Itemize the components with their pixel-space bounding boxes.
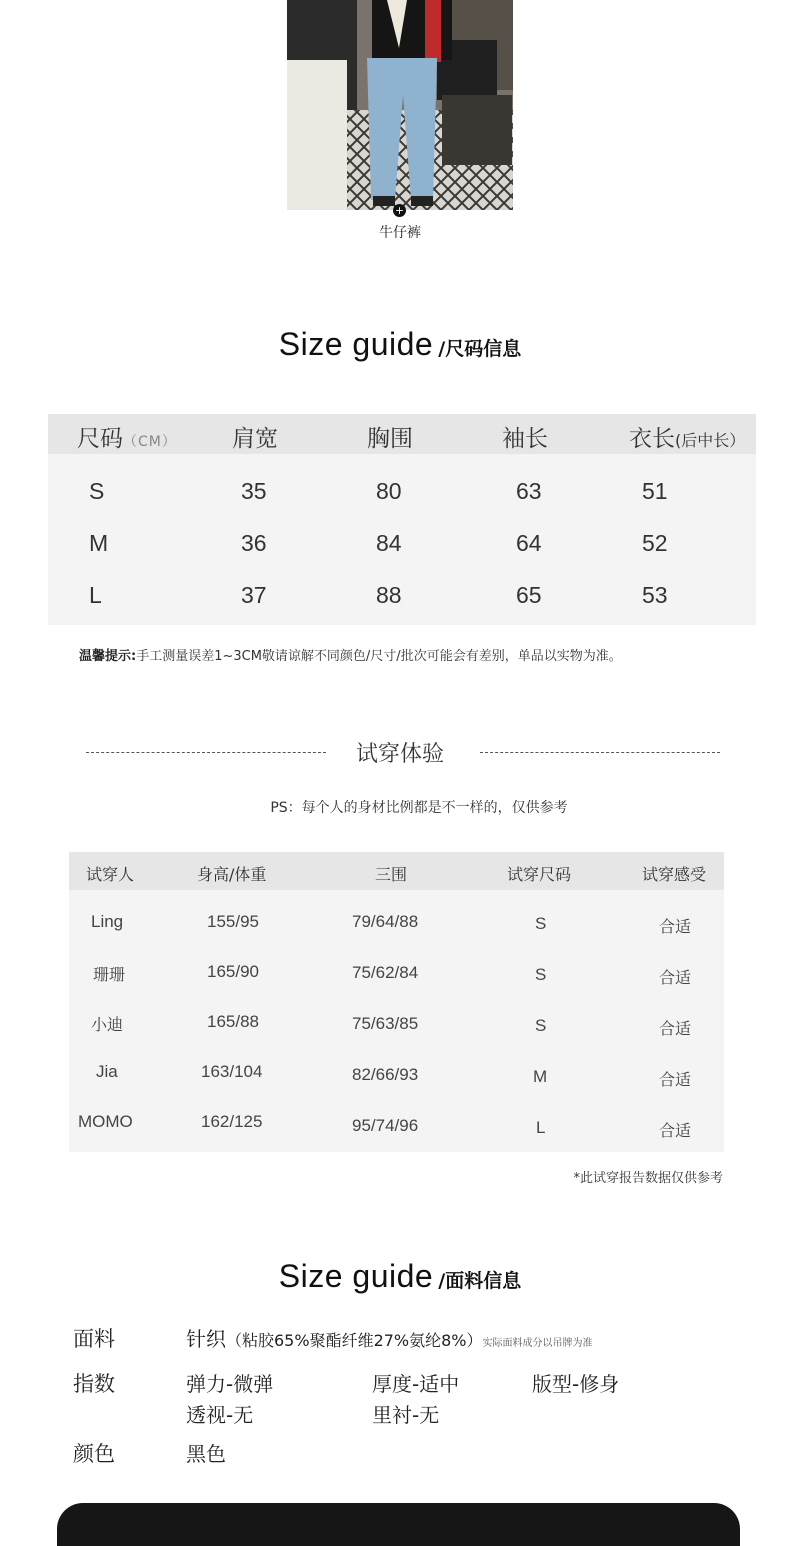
tester-height-weight: 165/90: [207, 962, 259, 981]
size-guide-title-cn: /尺码信息: [438, 338, 522, 360]
divider-right: [480, 752, 720, 753]
tester-measurements: 79/64/88: [352, 912, 419, 931]
tip-label: 温馨提示:: [79, 649, 137, 664]
fabric-guide-title: [0, 1258, 800, 1295]
thickness-value: 厚度-适中: [372, 1372, 460, 1396]
fabric-guide-title-en: Size guide: [278, 1258, 434, 1294]
size-row-s-shoulder: 35: [241, 478, 267, 504]
size-row-m-shoulder: 36: [241, 530, 267, 556]
product-photo: [287, 0, 513, 210]
header-chest: 胸围: [367, 426, 413, 452]
tester-name: MOMO: [78, 1112, 133, 1131]
photo-tag-label[interactable]: 牛仔裤: [379, 225, 421, 241]
tester-size: S: [535, 1016, 547, 1035]
try-on-table: [69, 852, 724, 1152]
tester-size: S: [535, 965, 547, 984]
size-row-m-chest: 84: [376, 530, 402, 556]
header-size: 尺码（CM）: [77, 426, 177, 452]
tester-size: M: [533, 1067, 548, 1086]
lining-value: 里衬-无: [372, 1403, 440, 1427]
tester-feeling: 合适: [659, 1121, 692, 1140]
tester-feeling: 合适: [659, 917, 692, 936]
header-measurements: 三围: [375, 865, 408, 884]
size-row-l-sleeve: 65: [516, 582, 542, 608]
model-photo-illustration: [287, 0, 513, 210]
tester-measurements: 82/66/93: [352, 1065, 419, 1084]
material-value: 针织（粘胶65%聚酯纤维27%氨纶8%）实际面料成分以吊牌为准: [186, 1327, 593, 1351]
elasticity-value: 弹力-微弹: [186, 1372, 274, 1396]
tester-height-weight: 163/104: [201, 1062, 263, 1081]
size-table-header: [48, 414, 756, 454]
size-row-s-chest: 80: [376, 478, 402, 504]
try-on-footnote: *此试穿报告数据仅供参考: [573, 1171, 723, 1186]
fit-value: 版型-修身: [532, 1372, 620, 1396]
try-on-title: 试穿体验: [355, 742, 444, 767]
size-guide-title-en: Size guide: [278, 326, 434, 362]
size-row-m-size: M: [89, 530, 109, 556]
index-key: 指数: [73, 1372, 115, 1396]
header-tester: 试穿人: [86, 865, 135, 884]
size-row-l-size: L: [89, 582, 102, 608]
size-row-m-sleeve: 64: [516, 530, 542, 556]
size-row-l-chest: 88: [376, 582, 402, 608]
tester-measurements: 75/62/84: [352, 963, 419, 982]
tester-name: 珊珊: [93, 965, 126, 984]
header-shoulder: 肩宽: [232, 426, 278, 452]
product-image-panel: [57, 1503, 740, 1546]
tester-name: Jia: [96, 1062, 118, 1081]
size-row-m-length: 52: [642, 530, 668, 556]
color-key: 颜色: [73, 1442, 115, 1466]
try-on-note: PS：每个人的身材比例都是不一样的，仅供参考: [270, 800, 568, 816]
size-guide-title: [0, 326, 800, 363]
tip-text: 手工测量误差1~3CM敬请谅解不同颜色/尺寸/批次可能会有差别，单品以实物为准。: [136, 649, 622, 664]
tester-name: Ling: [91, 912, 124, 931]
tester-feeling: 合适: [659, 1019, 692, 1038]
header-sleeve: 袖长: [502, 426, 548, 452]
size-row-l-shoulder: 37: [241, 582, 267, 608]
tester-measurements: 75/63/85: [352, 1014, 419, 1033]
tester-feeling: 合适: [659, 1070, 692, 1089]
color-value: 黑色: [186, 1442, 226, 1466]
try-on-table-header: [69, 852, 724, 890]
header-feeling: 试穿感受: [642, 865, 707, 884]
size-row-s-length: 51: [642, 478, 668, 504]
transparency-value: 透视-无: [186, 1403, 254, 1427]
tester-size: S: [535, 914, 547, 933]
material-key: 面料: [73, 1327, 115, 1351]
size-table: [48, 414, 756, 625]
tester-measurements: 95/74/96: [352, 1116, 419, 1135]
fabric-guide-title-cn: /面料信息: [438, 1270, 522, 1292]
tester-feeling: 合适: [659, 968, 692, 987]
plus-icon[interactable]: +: [394, 204, 405, 217]
tester-height-weight: 165/88: [207, 1012, 259, 1031]
header-tried-size: 试穿尺码: [507, 865, 572, 884]
header-length: 衣长(后中长）: [629, 426, 746, 452]
size-row-s-size: S: [89, 478, 105, 504]
tester-height-weight: 155/95: [207, 912, 259, 931]
tester-size: L: [536, 1118, 546, 1137]
tester-name: 小迪: [91, 1015, 124, 1034]
size-row-l-length: 53: [642, 582, 668, 608]
size-row-s-sleeve: 63: [516, 478, 542, 504]
measurement-tip: [79, 645, 622, 664]
header-height-weight: 身高/体重: [197, 865, 267, 884]
tester-height-weight: 162/125: [201, 1112, 263, 1131]
